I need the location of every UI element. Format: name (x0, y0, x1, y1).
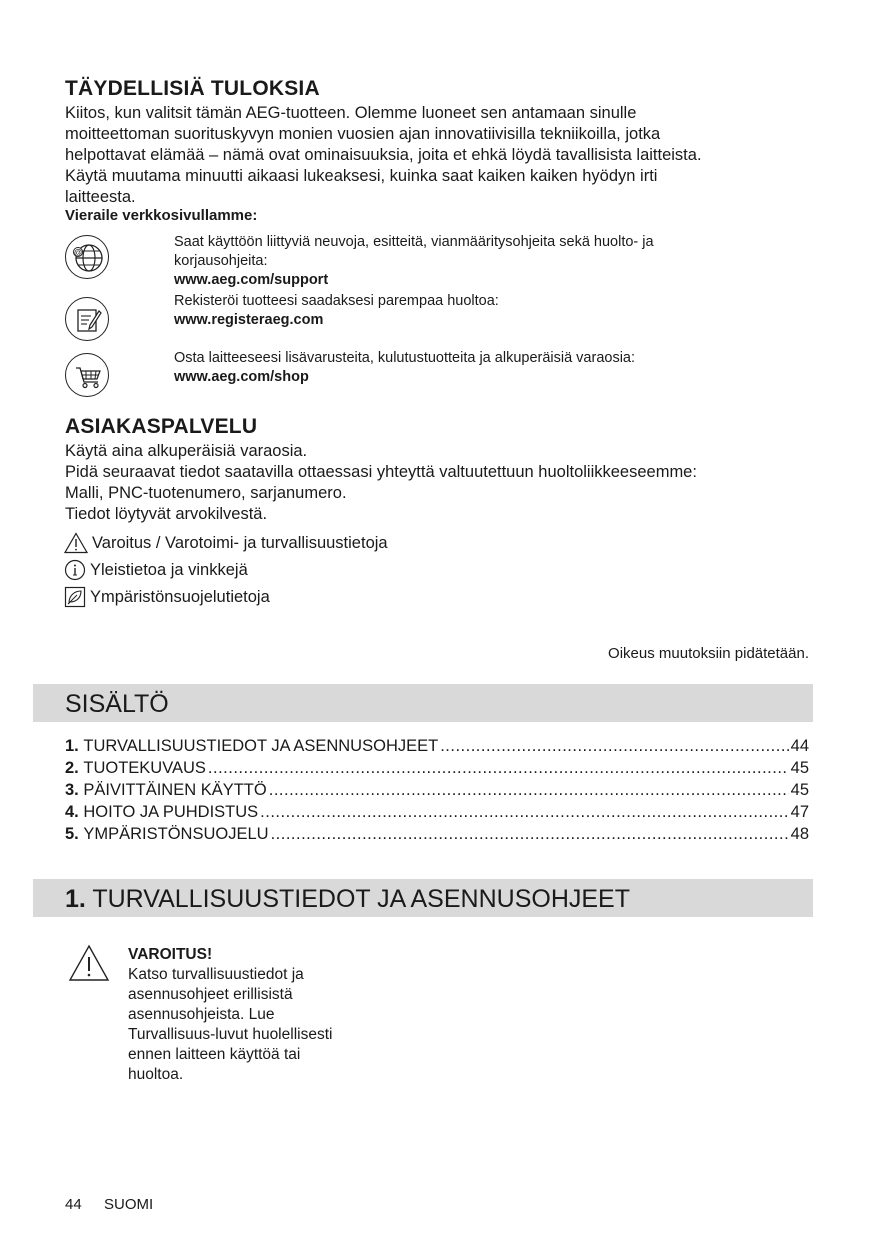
service-text (65, 441, 835, 525)
toc-item[interactable] (65, 757, 809, 779)
warning-icon (68, 944, 110, 982)
toc-item-page: 45 (790, 781, 809, 799)
intro-line: Kiitos, kun valitsit tämän AEG-tuotteen. Olemme luoneet sen antamaan sinulle (65, 104, 637, 122)
footer-language: SUOMI (104, 1196, 154, 1213)
toc-item[interactable] (65, 823, 809, 845)
legend-warning (64, 529, 388, 556)
toc-item-number: 2. (65, 759, 79, 777)
warning-box (128, 945, 332, 1085)
toc-item-label: TURVALLISUUSTIEDOT JA ASENNUSOHJEET (83, 737, 439, 755)
visit-label: Vieraile verkkosivullamme: (65, 207, 258, 224)
warning-title: VAROITUS! (128, 946, 213, 963)
support-text: Saat käyttöön liittyviä neuvoja, esitteitä, vianmääritysohjeita sekä huolto- ja (174, 234, 654, 250)
warning-line: asennusohjeista. Lue (128, 1006, 275, 1023)
toc-item-number: 1. (65, 737, 79, 755)
intro-line: helpottavat elämää – nämä ovat ominaisuuksia, joita et ehkä löydä tavallisista laitteista. (65, 146, 702, 164)
legend-environment (64, 583, 388, 610)
service-line: Käytä aina alkuperäisiä varaosia. (65, 442, 308, 460)
warning-line: huoltoa. (128, 1066, 184, 1083)
toc-header-band (33, 684, 813, 722)
toc-item-page: 47 (790, 803, 809, 821)
intro-title: TÄYDELLISIÄ TULOKSIA (65, 77, 320, 100)
symbol-legend (64, 529, 388, 610)
support-text: korjausohjeita: (174, 253, 268, 269)
svg-text:@: @ (74, 248, 82, 257)
environment-icon (64, 586, 86, 608)
toc-item[interactable] (65, 735, 809, 757)
toc-item-page: 45 (790, 759, 809, 777)
toc-leader-dots (269, 779, 789, 801)
toc-item-label: PÄIVITTÄINEN KÄYTTÖ (83, 781, 267, 799)
support-link-block (174, 233, 654, 290)
toc-item-number: 3. (65, 781, 79, 799)
warning-icon (64, 532, 88, 554)
intro-line: moitteettoman suorituskyvyn monien vuosien ajan innovatiivisilla tekniikoilla, jotka (65, 125, 661, 143)
toc-leader-dots (208, 757, 789, 779)
toc-item-label: HOITO JA PUHDISTUS (83, 803, 259, 821)
toc-item[interactable] (65, 801, 809, 823)
warning-line: Katso turvallisuustiedot ja (128, 966, 304, 983)
service-title: ASIAKASPALVELU (65, 415, 258, 438)
globe-icon (65, 235, 109, 279)
toc-title: SISÄLTÖ (65, 690, 169, 718)
legend-warning-text: Varoitus / Varotoimi- ja turvallisuustietoja (92, 533, 388, 552)
register-text: Rekisteröi tuotteesi saadaksesi parempaa huoltoa: (174, 293, 499, 309)
section1-title (65, 885, 630, 914)
legend-environment-text: Ympäristönsuojelutietoja (90, 587, 270, 606)
toc-leader-dots (440, 735, 788, 757)
footer (65, 1196, 153, 1213)
toc-item[interactable] (65, 779, 809, 801)
intro-line: laitteesta. (65, 188, 136, 206)
support-url-link[interactable]: www.aeg.com/support (174, 272, 329, 288)
shop-url-link[interactable]: www.aeg.com/shop (174, 369, 309, 385)
intro-line: Käytä muutama minuutti aikaasi lukeaksesi, kuinka saat kaiken kaiken hyödyn irti (65, 167, 658, 185)
toc-leader-dots (271, 823, 789, 845)
toc-item-label: TUOTEKUVAUS (83, 759, 206, 777)
service-line: Tiedot löytyvät arvokilvestä. (65, 505, 268, 523)
warning-line: ennen laitteen käyttöä tai (128, 1046, 301, 1063)
section1-title-text: TURVALLISUUSTIEDOT JA ASENNUSOHJEET (92, 885, 630, 913)
cart-icon (65, 353, 109, 397)
toc-item-page: 44 (790, 737, 809, 755)
section1-header-band (33, 879, 813, 917)
rights-note: Oikeus muutoksiin pidätetään. (608, 645, 809, 662)
register-icon (65, 297, 109, 341)
legend-info (64, 556, 388, 583)
toc-item-label: YMPÄRISTÖNSUOJELU (83, 825, 269, 843)
register-url-link[interactable]: www.registeraeg.com (174, 312, 324, 328)
intro-text (65, 103, 825, 208)
toc-item-number: 4. (65, 803, 79, 821)
toc-leader-dots (260, 801, 788, 823)
toc-item-number: 5. (65, 825, 79, 843)
info-icon (64, 559, 86, 581)
service-line: Pidä seuraavat tiedot saatavilla ottaessasi yhteyttä valtuutettuun huoltoliikkeeseemme: (65, 463, 697, 481)
shop-link-block (174, 349, 635, 387)
service-line: Malli, PNC-tuotenumero, sarjanumero. (65, 484, 347, 502)
warning-line: Turvallisuus-luvut huolellisesti (128, 1026, 333, 1043)
warning-line: asennusohjeet erillisistä (128, 986, 293, 1003)
section1-number: 1. (65, 885, 86, 913)
page-number: 44 (65, 1196, 82, 1213)
shop-text: Osta laitteeseesi lisävarusteita, kulutustuotteita ja alkuperäisiä varaosia: (174, 350, 636, 366)
legend-info-text: Yleistietoa ja vinkkejä (90, 560, 248, 579)
toc-item-page: 48 (790, 825, 809, 843)
register-link-block (174, 292, 499, 330)
